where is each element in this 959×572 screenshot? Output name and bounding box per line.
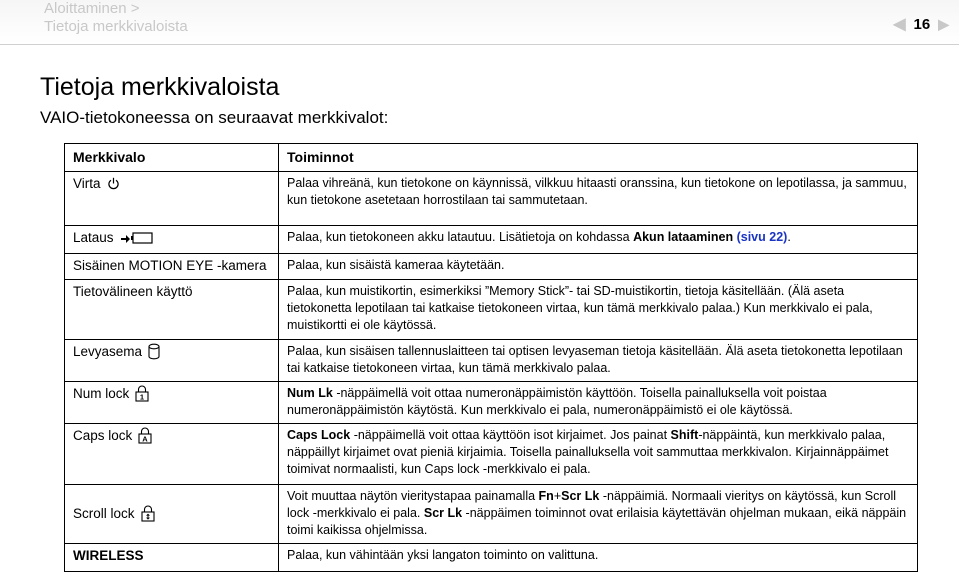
page-subtitle: VAIO-tietokoneessa on seuraavat merkkivalot: — [40, 108, 389, 127]
previous-page-arrow-icon[interactable]: ◀ — [893, 16, 906, 33]
indicator-label: Caps lock — [73, 428, 133, 443]
table-row — [65, 254, 918, 280]
functions-column-header: Toiminnot — [279, 144, 918, 172]
indicator-cell — [65, 226, 279, 254]
function-cell: Palaa, kun tietokoneen akku latautuu. Lisätietoja on kohdassa Akun lataaminen (sivu 22). — [279, 226, 918, 254]
breadcrumb-parent-link[interactable]: Aloittaminen > — [44, 0, 140, 17]
function-cell: Palaa, kun vähintään yksi langaton toiminto on valittuna. — [279, 544, 918, 572]
indicator-cell — [65, 340, 279, 382]
indicator-label: Lataus — [73, 230, 114, 245]
battery-charge-icon — [120, 231, 154, 244]
function-cell: Palaa, kun sisäisen tallennuslaitteen tai optisen levyaseman tietoja käsitellään. Älä aseta tietokonetta lepotilaan tai katkaise tietokoneen virtaa, kun tämä merkkivalo palaa. — [279, 340, 918, 382]
header-divider — [0, 44, 959, 45]
page-header — [0, 0, 959, 44]
table-row — [65, 544, 918, 572]
breadcrumb-current: Tietoja merkkivaloista — [44, 18, 188, 35]
indicator-label: Num lock — [73, 386, 130, 401]
function-cell: Voit muuttaa näytön vieritystapaa painamalla Fn+Scr Lk -näppäimiä. Normaali vieritys on käytössä, kun Scroll lock -merkkivalo ei pala. Scr Lk -näppäimen toiminnot ovat erilaisia käytettävän ohjelman mukaan, eikä näppäin toimi kaikissa ohjelmissa. — [279, 485, 918, 544]
indicator-cell — [65, 172, 279, 226]
indicator-label: Levyasema — [73, 344, 143, 359]
table-row — [65, 485, 918, 544]
function-cell: Palaa, kun muistikortin, esimerkiksi ”Memory Stick”- tai SD-muistikortin, tietoja käsitellään. (Älä aseta tietokonetta lepotilaan tai katkaise tietokoneen virtaa, kun tämä merkkivalo palaa.) Kun merkkivalo ei pala, muistikortti ei ole käytössä. — [279, 280, 918, 340]
breadcrumb — [44, 0, 188, 36]
indicator-cell — [65, 280, 279, 340]
disk-drive-icon — [148, 343, 160, 360]
indicator-cell — [65, 544, 279, 572]
indicator-label: Sisäinen MOTION EYE -kamera — [73, 258, 267, 273]
page-number: 16 — [913, 15, 931, 33]
table-row — [65, 340, 918, 382]
next-page-arrow-icon[interactable]: ▶ — [938, 15, 949, 32]
page-title: Tietoja merkkivaloista — [40, 73, 280, 101]
table-row — [65, 382, 918, 424]
indicator-cell — [65, 382, 279, 424]
page-navigation — [893, 14, 949, 34]
power-icon — [107, 177, 120, 190]
indicator-label: Virta — [73, 176, 101, 191]
function-cell: Palaa, kun sisäistä kameraa käytetään. — [279, 254, 918, 280]
indicator-label: Tietovälineen käyttö — [73, 284, 193, 299]
table-row — [65, 226, 918, 254]
table-row — [65, 172, 918, 226]
function-cell: Caps Lock -näppäimellä voit ottaa käyttöön isot kirjaimet. Jos painat Shift-näppäintä, kun merkkivalo palaa, näppäillyt kirjaimet ovat pieniä kirjaimia. Toisella painalluksella voit sammuttaa merkkivalon. Kirjainnäppäimet toimivat normaalisti, kun Caps lock -merkkivalo ei pala. — [279, 424, 918, 485]
caps-lock-icon — [138, 427, 152, 444]
indicator-cell — [65, 254, 279, 280]
table-row — [65, 424, 918, 485]
svg-text:1: 1 — [140, 392, 145, 402]
function-cell: Palaa vihreänä, kun tietokone on käynnissä, vilkkuu hitaasti oranssina, kun tietokone on lepotilassa, ja sammuu, kun tietokone asetetaan horrostilaan tai sammutetaan. — [279, 172, 918, 226]
indicator-cell — [65, 424, 279, 485]
indicator-lights-table — [64, 143, 918, 572]
function-cell: Num Lk -näppäimellä voit ottaa numeronäppäimistön käyttöön. Toisella painalluksella voit poistaa numeronäppäimistön käytöstä. Kun merkkivalo ei pala, numeronäppäimistö ei ole käytössä. — [279, 382, 918, 424]
indicator-column-header: Merkkivalo — [65, 144, 279, 172]
svg-text:A: A — [142, 434, 148, 444]
indicator-label: WIRELESS — [73, 548, 144, 563]
table-row — [65, 280, 918, 340]
table-header-row — [65, 144, 918, 172]
num-lock-icon — [135, 385, 149, 402]
indicator-label: Scroll lock — [73, 506, 135, 521]
scroll-lock-icon — [141, 505, 155, 522]
indicator-cell — [65, 485, 279, 544]
page-reference-link[interactable]: (sivu 22) — [736, 230, 788, 244]
